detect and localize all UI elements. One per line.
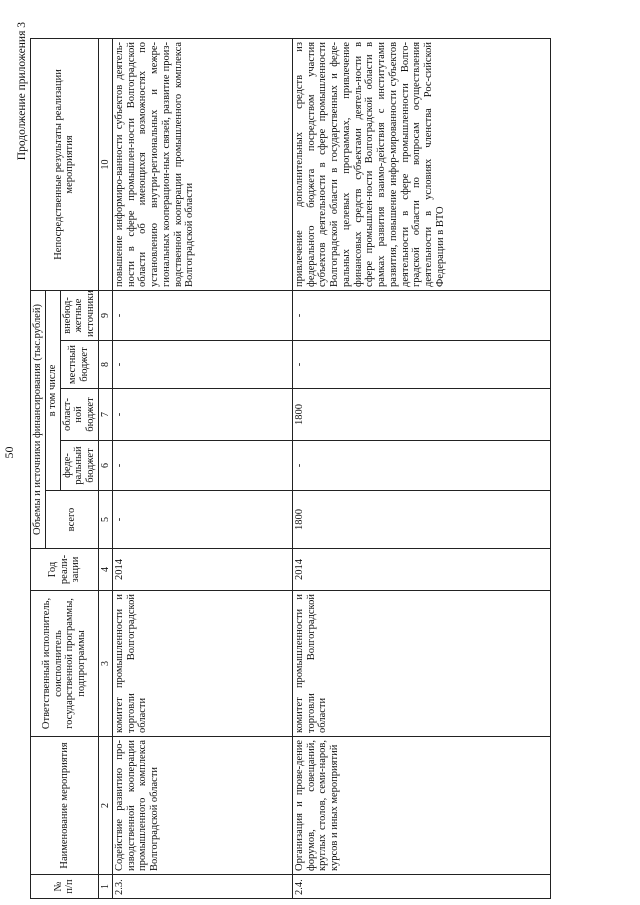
row-result: повышение информиро-ванности субъектов деятель-ности в сфере промышлен-ности Волгоградской области об имеющихся возможностях по установлению внутри-региональных и межре-гиональных кооперацион-ных связей, развитие произ-водственной кооперации промышленного комплекса Волгоградской области xyxy=(112,38,292,290)
row-name: Содействие развитию про-изводственной кооперации промышленного комплекса Волгоградской области xyxy=(112,737,292,875)
column-number: 4 xyxy=(98,549,112,591)
row-year: 2014 xyxy=(292,549,550,591)
header-local: местный бюджет xyxy=(60,341,98,389)
header-executor: Ответственный исполнитель, соисполнитель государственной программы, подпрограммы xyxy=(31,591,99,737)
row-regional: 1800 xyxy=(292,389,550,441)
table-row xyxy=(292,38,550,898)
header-regional: област-ной бюджет xyxy=(60,389,98,441)
column-number: 1 xyxy=(98,875,112,899)
row-extrabudget: - xyxy=(292,290,550,340)
row-num: 2.4. xyxy=(292,875,550,899)
table-row xyxy=(112,38,292,898)
row-executor: комитет промышленности и торговли Волгоградской области xyxy=(112,591,292,737)
column-number: 6 xyxy=(98,441,112,491)
header-federal: феде-ральный бюджет xyxy=(60,441,98,491)
row-result: привлечение дополнительных средств из федерального бюджета посредством участия субъектов деятельности в сфере промышленности Волгоградской области в государственных и феде-ральных целевых программах, привлечение финансовых средств субъектами деятель-ности в сфере промышлен-ности Волгоградской области в рамках развития взаимо-действия с институтами развития, повышение инфор-мированности субъектов деятельности в сфере промышленности Волго-градской области по вопросам осуществления деятельности в условиях членства Рос-сийской Федерации в ВТО xyxy=(292,38,550,290)
row-name: Организация и прове-дение форумов, совещаний, круглых столов, семи-наров, курсов и иных мероприятий xyxy=(292,737,550,875)
column-number: 8 xyxy=(98,341,112,389)
row-total: 1800 xyxy=(292,491,550,549)
row-executor: комитет промышленности и торговли Волгоградской области xyxy=(292,591,550,737)
row-local: - xyxy=(112,341,292,389)
column-number: 5 xyxy=(98,491,112,549)
row-federal: - xyxy=(292,441,550,491)
row-regional: - xyxy=(112,389,292,441)
row-total: - xyxy=(112,491,292,549)
activities-table xyxy=(30,38,551,899)
row-year: 2014 xyxy=(112,549,292,591)
column-number: 3 xyxy=(98,591,112,737)
row-federal: - xyxy=(112,441,292,491)
row-local: - xyxy=(292,341,550,389)
header-including: в том числе xyxy=(45,290,60,490)
header-funding: Объемы и источники финансирования (тыс.рублей) xyxy=(31,290,46,548)
column-number: 7 xyxy=(98,389,112,441)
column-number: 9 xyxy=(98,290,112,340)
header-extrabudget: внебюд-жетные источники xyxy=(60,290,98,340)
header-results: Непосредственные результаты реализации мероприятия xyxy=(31,38,99,290)
page-number: 50 xyxy=(2,446,16,459)
row-num: 2.3. xyxy=(112,875,292,899)
continuation-title: Продолжение приложения 3 xyxy=(16,22,28,161)
column-numbers-row xyxy=(98,38,112,898)
column-number: 2 xyxy=(98,737,112,875)
header-year: Год реали-зации xyxy=(31,549,99,591)
header-num: № п/п xyxy=(31,875,99,899)
header-total: всего xyxy=(45,491,98,549)
header-name: Наименование мероприятия xyxy=(31,737,99,875)
column-number: 10 xyxy=(98,38,112,290)
row-extrabudget: - xyxy=(112,290,292,340)
